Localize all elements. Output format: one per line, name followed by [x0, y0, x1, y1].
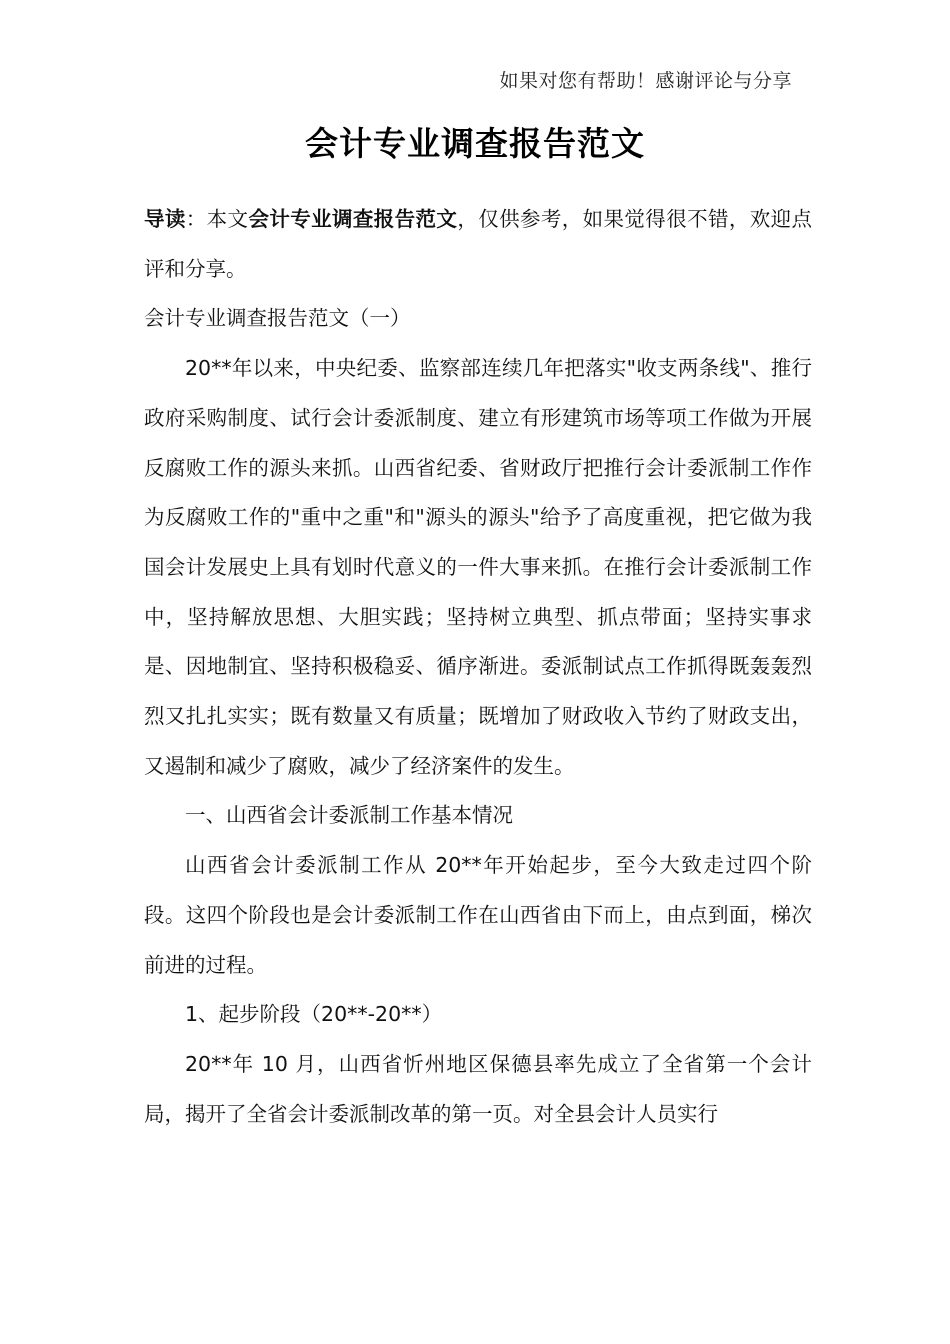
- section-heading: 会计专业调查报告范文（一）: [144, 306, 411, 331]
- intro-label: 导读: [144, 207, 186, 231]
- document-title: 会计专业调查报告范文: [305, 124, 645, 163]
- header-note: 如果对您有帮助！感谢评论与分享: [499, 70, 792, 92]
- intro-colon: ：本文: [185, 207, 249, 231]
- intro-bold-title: 会计专业调查报告范文: [248, 207, 458, 231]
- intro-rest: ，仅供参考，如果觉得很不错，欢迎点评和分享。: [144, 207, 813, 281]
- paragraph-2: 山西省会计委派制工作从 20**年开始起步，至今大致走过四个阶段。这四个阶段也是会计委派制工作在山西省由下而上，由点到面，梯次前进的过程。: [144, 853, 812, 977]
- subheading-2: 1、起步阶段（20**-20**）: [185, 1002, 443, 1027]
- paragraph-3: 20**年 10 月，山西省忻州地区保德县率先成立了全省第一个会计局，揭开了全省会计委派制改革的第一页。对全县会计人员实行: [144, 1051, 812, 1126]
- intro-paragraph: [144, 195, 812, 294]
- document-body: [144, 195, 812, 1139]
- subheading-1: 一、山西省会计委派制工作基本情况: [185, 803, 513, 828]
- paragraph-1: 20**年以来，中央纪委、监察部连续几年把落实"收支两条线"、推行政府采购制度、试行会计委派制度、建立有形建筑市场等项工作做为开展反腐败工作的源头来抓。山西省纪委、省财政厅把推行会计委派制工作作为反腐败工作的"重中之重"和"源头的源头"给予了高度重视，把它做为我国会计发展史上具有划时代意义的一件大事来抓。在推行会计委派制工作中，坚持解放思想、大胆实践；坚持树立典型、抓点带面；坚持实事求是、因地制宜、坚持积极稳妥、循序渐进。委派制试点工作抓得既轰轰烈烈又扎扎实实；既有数量又有质量；既增加了财政收入节约了财政支出，又遏制和减少了腐败，减少了经济案件的发生。: [144, 356, 812, 778]
